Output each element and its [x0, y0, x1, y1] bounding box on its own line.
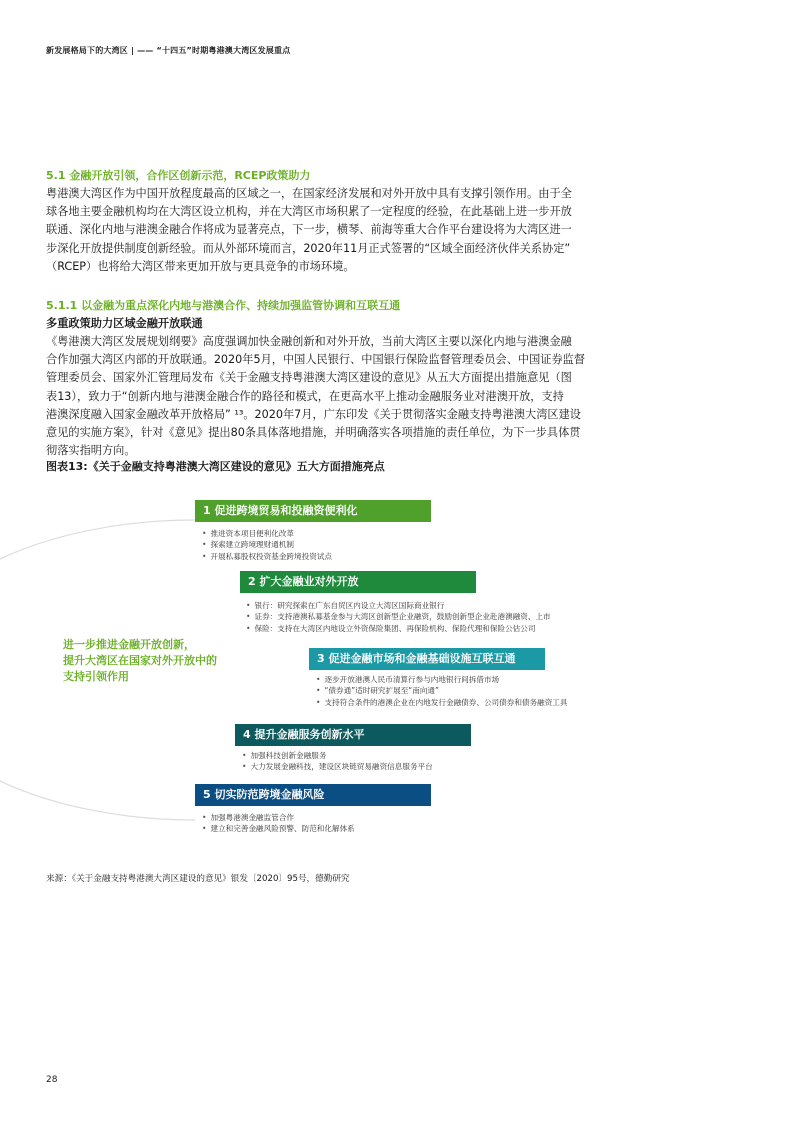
text-line: 联通、深化内地与港澳金融合作将成为显著亮点，下一步，横琴、前海等重大合作平台建设将为大湾区进一: [46, 223, 572, 237]
section-5-1-title: 5.1 金融开放引领，合作区创新示范，RCEP政策助力: [46, 169, 311, 182]
text-line: 合作加强大湾区内部的开放联通。2020年5月，中国人民银行、中国银行保险监督管理委员会、中国证券监督: [46, 353, 586, 367]
section-5-1-1-title: 5.1.1 以金融为重点深化内地与港澳合作、持续加强监管协调和互联互通: [46, 299, 401, 312]
text-line: 表13），致力于“创新内地与港澳金融合作的路径和模式，在更高水平上推动金融服务业对港澳开放，支持: [46, 389, 564, 403]
text-line: 意见的实施方案》，针对《意见》提出80条具体落地措施，并明确落实各项措施的责任单位，为下一步具体贯: [46, 426, 581, 440]
text-line: 彻落实指明方向。: [46, 444, 136, 458]
measure-bar-1: 1 促进跨境贸易和投融资便利化: [195, 500, 431, 522]
bullet-item: • 大力发展金融科技，建设区块链贸易融资信息服务平台: [242, 761, 433, 772]
measure-4-bullets: [242, 750, 433, 773]
measure-bar-4: 4 提升金融服务创新水平: [235, 724, 471, 746]
bullet-item: • 加强科技创新金融服务: [242, 750, 433, 761]
measure-bar-5: 5 切实防范跨境金融风险: [195, 784, 431, 806]
bullet-item: • “债券通”适时研究扩展至“南向通”: [316, 685, 567, 696]
text-line: 《粤港澳大湾区发展规划纲要》高度强调加快金融创新和对外开放，当前大湾区主要以深化内地与港澳金融: [46, 335, 572, 348]
figure-side-text: [63, 637, 217, 685]
measure-2-bullets: [246, 600, 551, 634]
text-line: （RCEP）也将给大湾区带来更加开放与更具竞争的市场环境。: [46, 259, 355, 273]
text-line: 港澳深度融入国家金融改革开放格局” ¹³。2020年7月，广东印发《关于贯彻落实金融支持粤港澳大湾区建设: [46, 407, 581, 421]
text-line: 粤港澳大湾区作为中国开放程度最高的区域之一，在国家经济发展和对外开放中具有支撑引领作用。由于全: [46, 187, 572, 200]
bullet-item: • 保险：支持在大湾区内地设立外资保险集团、再保险机构、保险代理和保险公估公司: [246, 623, 551, 634]
text-line: 管理委员会、国家外汇管理局发布《关于金融支持粤港澳大湾区建设的意见》从五大方面提出措施意见（图: [46, 371, 572, 385]
running-header: 新发展格局下的大湾区 | —— “十四五”时期粤港澳大湾区发展重点: [46, 46, 291, 55]
page-number: 28: [46, 1075, 58, 1085]
bullet-item: • 证券：支持港澳私募基金参与大湾区创新型企业融资，鼓励创新型企业赴港澳融资、上市: [246, 611, 551, 622]
bullet-item: • 逐步开放港澳人民币清算行参与内地银行间拆借市场: [316, 674, 567, 685]
measure-bar-3: 3 促进金融市场和金融基础设施互联互通: [309, 648, 545, 670]
measure-1-bullets: [202, 528, 332, 562]
measure-5-bullets: [202, 812, 355, 835]
side-line: 提升大湾区在国家对外开放中的: [63, 654, 217, 667]
measure-bar-2: 2 扩大金融业对外开放: [240, 571, 476, 593]
text-line: 步深化开放提供制度创新经验。而从外部环境而言，2020年11月正式签署的“区域全面经济伙伴关系协定”: [46, 241, 571, 255]
figure-title: 图表13:《关于金融支持粤港澳大湾区建设的意见》五大方面措施亮点: [46, 460, 385, 473]
text-line: 球各地主要金融机构均在大湾区设立机构，并在大湾区市场积累了一定程度的经验，在此基础上进一步开放: [46, 205, 572, 219]
bullet-item: • 开展私募股权投资基金跨境投资试点: [202, 551, 332, 562]
bullet-item: • 加强粤港澳金融监管合作: [202, 812, 355, 823]
bullet-item: • 建立和完善金融风险预警、防范和化解体系: [202, 823, 355, 834]
side-line: 支持引领作用: [63, 670, 129, 683]
bullet-item: • 银行：研究探索在广东自贸区内设立大湾区国际商业银行: [246, 600, 551, 611]
measure-3-bullets: [316, 674, 567, 708]
source-note: 来源：《关于金融支持粤港澳大湾区建设的意见》银发〔2020〕95号，德勤研究: [46, 874, 350, 884]
section-5-1-1-subtitle: 多重政策助力区域金融开放联通: [46, 317, 203, 330]
bullet-item: • 推进资本项目便利化改革: [202, 528, 332, 539]
bullet-item: • 支持符合条件的港澳企业在内地发行金融债券、公司债券和债务融资工具: [316, 697, 567, 708]
side-line: 进一步推进金融开放创新，: [63, 638, 195, 651]
bullet-item: • 探索建立跨境理财通机制: [202, 539, 332, 550]
